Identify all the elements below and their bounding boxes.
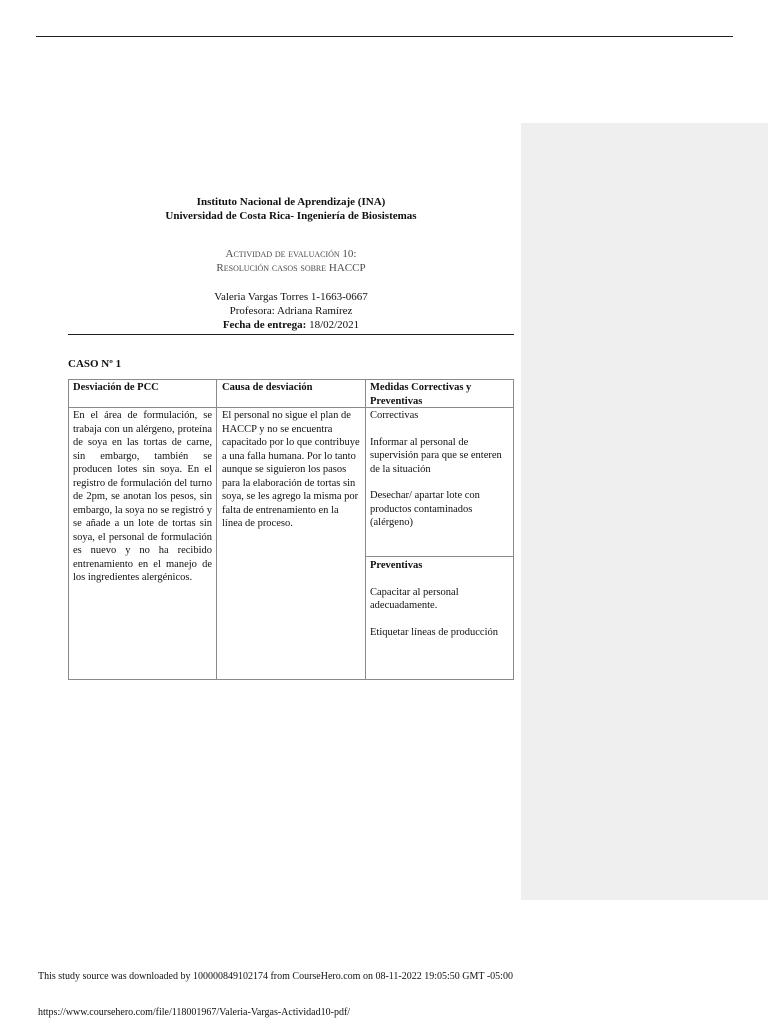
header-rule <box>68 334 514 335</box>
table-border-bottom <box>68 679 514 680</box>
activity-title <box>68 247 514 275</box>
due-date-line <box>68 318 514 332</box>
top-rule <box>36 36 733 37</box>
table-col-divider-1 <box>216 379 217 679</box>
deviation-text: En el área de formulación, se trabaja con un alérgeno, proteína de soya en las tortas de carne, sin embargo, también se producen lotes sin soya. En el registro de formulación del turno de 2pm, se anotan los pesos, sin embargo, la soya no se registró y se añade a un lote de tortas sin soya, el personal de formulación es nuevo y no ha recibido entrenamiento en el manejo de los ingredientes alergénicos. <box>73 410 212 583</box>
corrective-item-1: Informar al personal de supervisión para que se enteren de la situación <box>370 436 502 475</box>
comment-panel <box>521 123 768 900</box>
header-deviation: Desviación de PCC <box>73 382 159 393</box>
header-measures: Medidas Correctivas y Preventivas <box>370 382 472 407</box>
table-border-right <box>513 379 514 679</box>
professor-name: Profesora: Adriana Ramírez <box>229 305 353 317</box>
student-name: Valeria Vargas Torres 1-1663-0667 <box>214 291 368 303</box>
case-title: CASO Nº 1 <box>68 358 122 370</box>
preventive-item-1: Capacitar al personal adecuadamente. <box>370 586 459 611</box>
due-date-label: Fecha de entrega: <box>222 319 307 331</box>
institution-name: Instituto Nacional de Aprendizaje (INA) <box>196 196 386 208</box>
institution-header <box>68 195 514 223</box>
corrective-item-2: Desechar/ apartar lote con productos contaminados (alérgeno) <box>370 490 480 528</box>
table-col-divider-2 <box>365 379 366 679</box>
due-date-value: 18/02/2021 <box>309 319 360 331</box>
haccp-table <box>68 379 514 679</box>
source-url[interactable]: https://www.coursehero.com/file/118001967/Valeria-Vargas-Actividad10-pdf/ <box>38 1007 351 1018</box>
corrective-heading: Correctivas <box>370 410 419 421</box>
preventive-item-2: Etiquetar líneas de producción <box>370 626 498 638</box>
measures-split-rule <box>365 556 514 557</box>
download-notice: This study source was downloaded by 100000849102174 from CourseHero.com on 08-11-2022 19:05:50 GMT -05:00 <box>38 971 513 982</box>
header-cause: Causa de desviación <box>222 382 313 393</box>
cause-text: El personal no sigue el plan de HACCP y no se encuentra capacitado por lo que contribuye a una falla humana. Por lo tanto aunque se siguieron los pasos para la elaboración de tortas sin soya, se les agrego la misma por falta de entrenamiento en la línea de proceso. <box>222 410 360 529</box>
author-block <box>68 290 514 332</box>
corrective-block <box>370 409 508 530</box>
university-name: Universidad de Costa Rica- Ingeniería de Biosistemas <box>165 210 417 222</box>
activity-line-1: Actividad de evaluación 10: <box>225 248 357 260</box>
preventive-block <box>370 559 508 639</box>
activity-line-2: Resolución casos sobre HACCP <box>216 262 366 274</box>
table-border-top <box>68 379 514 380</box>
table-border-left <box>68 379 69 679</box>
preventive-heading: Preventivas <box>370 560 423 571</box>
